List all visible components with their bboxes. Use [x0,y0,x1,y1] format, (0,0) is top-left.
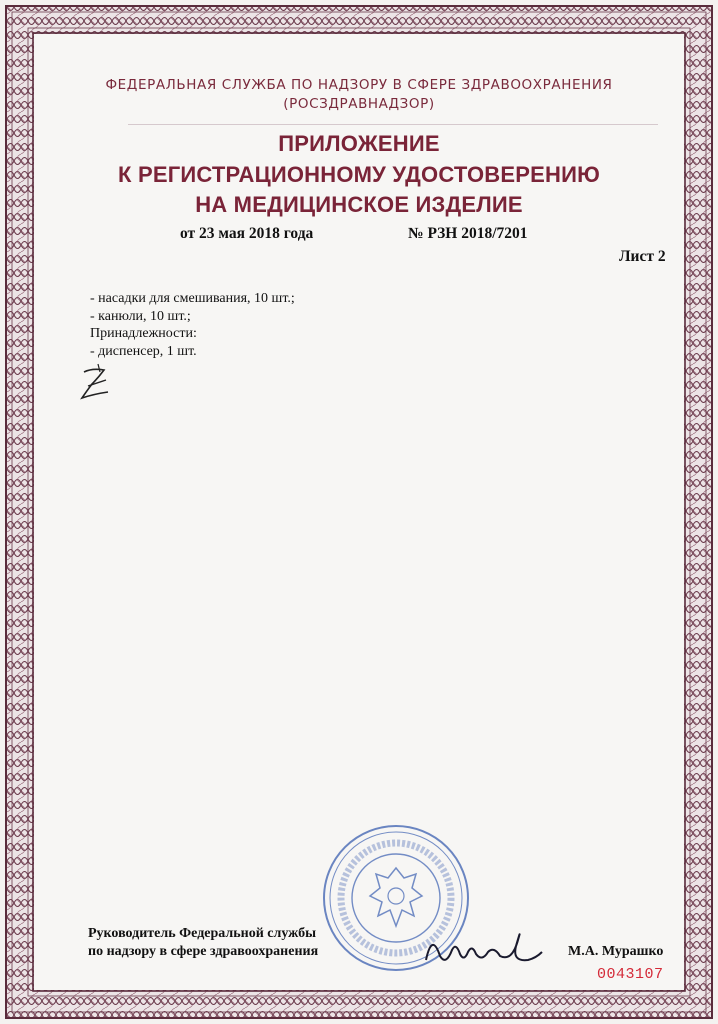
handwritten-initial-icon [78,362,118,404]
document-subtitle-line1: К РЕГИСТРАЦИОННОМУ УДОСТОВЕРЕНИЮ [118,162,600,187]
signer-position: Руководитель Федеральной службы [88,926,317,941]
handwritten-signature-icon [418,922,548,968]
agency-name: ФЕДЕРАЛЬНАЯ СЛУЖБА ПО НАДЗОРУ В СФЕРЕ ЗДРАВООХРАНЕНИЯ [105,77,613,93]
registration-number: № РЗН 2018/7201 [408,225,528,242]
list-item: - канюли, 10 шт.; [90,309,191,324]
accessories-heading: Принадлежности: [90,326,197,341]
document-title: ПРИЛОЖЕНИЕ [278,131,440,156]
sheet-number: Лист 2 [619,248,666,265]
signer-name: М.А. Мурашко [568,944,664,959]
signer-position-continued: по надзору в сфере здравоохранения [88,944,319,959]
list-item: - диспенсер, 1 шт. [90,344,197,359]
list-item: - насадки для смешивания, 10 шт.; [90,291,295,306]
form-serial-number: 0043107 [597,966,664,983]
header-divider [128,124,658,125]
issue-date: от 23 мая 2018 года [180,225,314,242]
agency-abbreviation: (РОСЗДРАВНАДЗОР) [283,96,435,112]
document-subtitle-line2: НА МЕДИЦИНСКОЕ ИЗДЕЛИЕ [195,192,523,217]
